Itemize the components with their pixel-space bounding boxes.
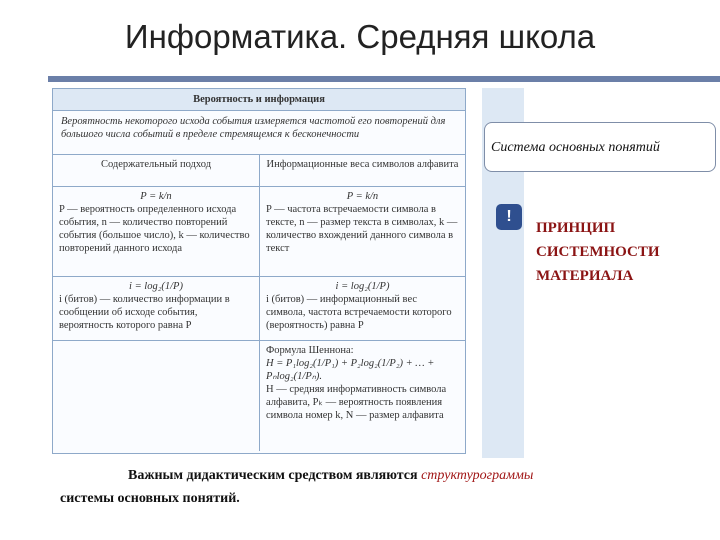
cell-text: P — вероятность определенного исхода события, n — количество повторений события (большое число), k — количество повторений данного исхода	[59, 204, 250, 254]
principle-text	[536, 216, 716, 288]
table-row	[53, 187, 465, 277]
formula: i = log₂(1/P)	[129, 281, 183, 292]
table-row	[53, 277, 465, 341]
basic-concepts-box: Система основных понятий	[484, 122, 716, 172]
column-header-right: Информационные веса символов алфавита	[259, 155, 465, 186]
principle-line: ПРИНЦИП	[536, 220, 616, 236]
caption-part1: Важным дидактическим средством являются	[128, 468, 422, 483]
column-header-left: Содержательный подход	[100, 159, 212, 170]
slide-title: Информатика. Средняя школа	[124, 18, 596, 55]
caption	[60, 464, 700, 510]
shannon-cell	[259, 341, 465, 451]
exclamation-icon: !	[496, 204, 522, 230]
cell-text: P — частота встречаемости символа в тексте, n — размер текста в символах, k — количество вхождений данного символа в текст	[266, 204, 458, 254]
cell-text: i (битов) — количество информации в сообщении об исходе события, вероятность которого равна P	[59, 294, 230, 331]
formula: P = k/n	[140, 191, 172, 202]
caption-highlight: структурограммы	[421, 468, 534, 483]
table-cell	[53, 277, 259, 340]
probability-table	[52, 88, 466, 454]
table-row	[53, 341, 465, 451]
table-cell-empty	[53, 341, 259, 451]
cell-text: i (битов) — информационный вес символа, частота встречаемости которого (вероятность) равна P	[266, 294, 452, 331]
formula: i = log₂(1/P)	[335, 281, 390, 292]
table-cell	[259, 187, 465, 276]
table-column-headers	[53, 155, 465, 187]
shannon-text: H — средняя информативность символа алфавита, Pₖ — вероятность появления символа номер k, N — размер алфавита	[266, 384, 447, 421]
table-cell	[259, 277, 465, 340]
shannon-formula: H = P₁log₂(1/P₁) + P₂log₂(1/P₂) + … + Pₙlog₂(1/Pₙ).	[266, 358, 435, 382]
principle-line: СИСТЕМНОСТИ	[536, 244, 660, 260]
title-underline	[48, 76, 720, 82]
table-header: Вероятность и информация	[53, 89, 465, 111]
formula: P = k/n	[346, 191, 379, 202]
shannon-title: Формула Шеннона:	[266, 345, 354, 356]
principle-line: МАТЕРИАЛА	[536, 268, 634, 284]
caption-part2: системы основных понятий.	[60, 491, 240, 506]
table-definition: Вероятность некоторого исхода события измеряется частотой его повторений для большого числа событий в пределе стремящемся к бесконечности	[53, 111, 465, 155]
table-cell	[53, 187, 259, 276]
